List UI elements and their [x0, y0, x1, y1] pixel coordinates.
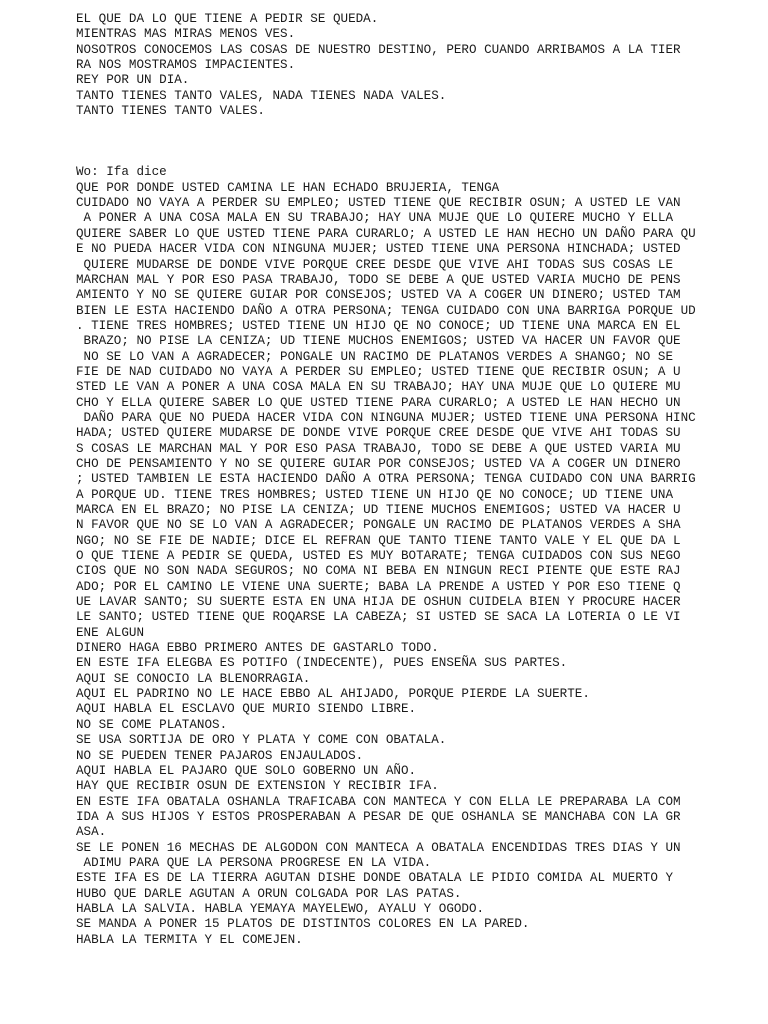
text-line: ENE ALGUN: [76, 625, 145, 640]
text-line: BRAZO; NO PISE LA CENIZA; UD TIENE MUCHOS ENEMIGOS; USTED VA HACER UN FAVOR QUE: [76, 334, 681, 349]
text-line: E NO PUEDA HACER VIDA CON NINGUNA MUJER; USTED TIENE UNA PERSONA HINCHADA; USTED: [76, 242, 681, 257]
text-line: DINERO HAGA EBBO PRIMERO ANTES DE GASTARLO TODO.: [76, 641, 439, 656]
text-line: DAÑO PARA QUE NO PUEDA HACER VIDA CON NINGUNA MUJER; USTED TIENE UNA PERSONA HINC: [76, 410, 696, 425]
text-line: O QUE TIENE A PEDIR SE QUEDA, USTED ES MUY BOTARATE; TENGA CUIDADOS CON SUS NEGO: [76, 549, 681, 564]
ifa-text-block: [76, 165, 756, 948]
text-line: QUIERE SABER LO QUE USTED TIENE PARA CURARLO; A USTED LE HAN HECHO UN DAÑO PARA QU: [76, 226, 696, 241]
text-line: . TIENE TRES HOMBRES; USTED TIENE UN HIJO QE NO CONOCE; UD TIENE UNA MARCA EN EL: [76, 318, 681, 333]
blank-line: [76, 119, 756, 134]
text-line: UE LAVAR SANTO; SU SUERTE ESTA EN UNA HIJA DE OSHUN CUIDELA BIEN Y PROCURE HACER: [76, 595, 681, 610]
text-line: S COSAS LE MARCHAN MAL Y POR ESO PASA TRABAJO, TODO SE DEBE A QUE USTED VARIA MU: [76, 441, 681, 456]
text-line: QUIERE MUDARSE DE DONDE VIVE PORQUE CREE DESDE QUE VIVE AHI TODAS SUS COSAS LE: [76, 257, 674, 272]
text-line: SE MANDA A PONER 15 PLATOS DE DISTINTOS COLORES EN LA PARED.: [76, 917, 530, 932]
text-line: AMIENTO Y NO SE QUIERE GUIAR POR CONSEJOS; USTED VA A COGER UN DINERO; USTED TAM: [76, 288, 681, 303]
text-line: CUIDADO NO VAYA A PERDER SU EMPLEO; USTED TIENE QUE RECIBIR OSUN; A USTED LE VAN: [76, 196, 681, 211]
text-line: ASA.: [76, 825, 107, 840]
text-line: BIEN LE ESTA HACIENDO DAÑO A OTRA PERSONA; TENGA CUIDADO CON UNA BARRIGA PORQUE UD: [76, 303, 696, 318]
blank-line: [76, 150, 756, 165]
text-line: HUBO QUE DARLE AGUTAN A ORUN COLGADA POR LAS PATAS.: [76, 886, 462, 901]
text-line: ADIMU PARA QUE LA PERSONA PROGRESE EN LA VIDA.: [76, 855, 432, 870]
text-line: ADO; POR EL CAMINO LE VIENE UNA SUERTE; BABA LA PRENDE A USTED Y POR ESO TIENE Q: [76, 579, 681, 594]
text-line: Wo: Ifa dice: [76, 165, 167, 180]
text-line: ; USTED TAMBIEN LE ESTA HACIENDO DAÑO A OTRA PERSONA; TENGA CUIDADO CON UNA BARRIG: [76, 472, 696, 487]
proverb-line: NOSOTROS CONOCEMOS LAS COSAS DE NUESTRO DESTINO, PERO CUANDO ARRIBAMOS A LA TIER: [76, 42, 681, 57]
text-line: HABLA LA TERMITA Y EL COMEJEN.: [76, 932, 303, 947]
proverb-line: RA NOS MOSTRAMOS IMPACIENTES.: [76, 58, 296, 73]
text-line: EN ESTE IFA ELEGBA ES POTIFO (INDECENTE), PUES ENSEÑA SUS PARTES.: [76, 656, 568, 671]
proverb-line: TANTO TIENES TANTO VALES.: [76, 104, 265, 119]
text-line: AQUI HABLA EL ESCLAVO QUE MURIO SIENDO LIBRE.: [76, 702, 417, 717]
text-line: STED LE VAN A PONER A UNA COSA MALA EN SU TRABAJO; HAY UNA MUJE QUE LO QUIERE MU: [76, 380, 681, 395]
text-line: FIE DE NAD CUIDADO NO VAYA A PERDER SU EMPLEO; USTED TIENE QUE RECIBIR OSUN; A U: [76, 364, 681, 379]
text-line: N FAVOR QUE NO SE LO VAN A AGRADECER; PONGALE UN RACIMO DE PLATANOS VERDES A SHA: [76, 518, 681, 533]
text-line: ESTE IFA ES DE LA TIERRA AGUTAN DISHE DONDE OBATALA LE PIDIO COMIDA AL MUERTO Y: [76, 871, 674, 886]
text-line: SE LE PONEN 16 MECHAS DE ALGODON CON MANTECA A OBATALA ENCENDIDAS TRES DIAS Y UN: [76, 840, 681, 855]
text-line: NO SE COME PLATANOS.: [76, 717, 228, 732]
text-line: CHO DE PENSAMIENTO Y NO SE QUIERE GUIAR POR CONSEJOS; USTED VA A COGER UN DINERO: [76, 456, 681, 471]
text-line: CHO Y ELLA QUIERE SABER LO QUE USTED TIENE PARA CURARLO; A USTED LE HAN HECHO UN: [76, 395, 681, 410]
text-line: HABLA LA SALVIA. HABLA YEMAYA MAYELEWO, AYALU Y OGODO.: [76, 901, 485, 916]
proverb-line: REY POR UN DIA.: [76, 73, 190, 88]
text-line: A PONER A UNA COSA MALA EN SU TRABAJO; HAY UNA MUJE QUE LO QUIERE MUCHO Y ELLA: [76, 211, 674, 226]
text-line: QUE POR DONDE USTED CAMINA LE HAN ECHADO BRUJERIA, TENGA: [76, 180, 500, 195]
text-line: AQUI EL PADRINO NO LE HACE EBBO AL AHIJADO, PORQUE PIERDE LA SUERTE.: [76, 687, 590, 702]
text-line: LE SANTO; USTED TIENE QUE ROQARSE LA CABEZA; SI USTED SE SACA LA LOTERIA O LE VI: [76, 610, 681, 625]
proverbs-block: [76, 12, 756, 119]
text-line: CIOS QUE NO SON NADA SEGUROS; NO COMA NI BEBA EN NINGUN RECI PIENTE QUE ESTE RAJ: [76, 564, 681, 579]
text-line: NGO; NO SE FIE DE NADIE; DICE EL REFRAN QUE TANTO TIENE TANTO VALE Y EL QUE DA L: [76, 533, 681, 548]
text-line: EN ESTE IFA OBATALA OSHANLA TRAFICABA CON MANTECA Y CON ELLA LE PREPARABA LA COM: [76, 794, 681, 809]
text-line: MARCHAN MAL Y POR ESO PASA TRABAJO, TODO SE DEBE A QUE USTED VARIA MUCHO DE PENS: [76, 272, 681, 287]
text-line: HADA; USTED QUIERE MUDARSE DE DONDE VIVE PORQUE CREE DESDE QUE VIVE AHI TODAS SU: [76, 426, 681, 441]
text-line: IDA A SUS HIJOS Y ESTOS PROSPERABAN A PESAR DE QUE OSHANLA SE MANCHABA CON LA GR: [76, 809, 681, 824]
document-page: [76, 12, 756, 948]
text-line: SE USA SORTIJA DE ORO Y PLATA Y COME CON OBATALA.: [76, 733, 447, 748]
proverb-line: EL QUE DA LO QUE TIENE A PEDIR SE QUEDA.: [76, 12, 379, 26]
text-line: A PORQUE UD. TIENE TRES HOMBRES; USTED TIENE UN HIJO QE NO CONOCE; UD TIENE UNA: [76, 487, 674, 502]
text-line: AQUI SE CONOCIO LA BLENORRAGIA.: [76, 671, 311, 686]
blank-line: [76, 135, 756, 150]
text-line: NO SE LO VAN A AGRADECER; PONGALE UN RACIMO DE PLATANOS VERDES A SHANGO; NO SE: [76, 349, 674, 364]
proverb-line: MIENTRAS MAS MIRAS MENOS VES.: [76, 27, 296, 42]
proverb-line: TANTO TIENES TANTO VALES, NADA TIENES NADA VALES.: [76, 88, 447, 103]
text-line: HAY QUE RECIBIR OSUN DE EXTENSION Y RECIBIR IFA.: [76, 779, 439, 794]
text-line: MARCA EN EL BRAZO; NO PISE LA CENIZA; UD TIENE MUCHOS ENEMIGOS; USTED VA HACER U: [76, 503, 681, 517]
text-line: AQUI HABLA EL PAJARO QUE SOLO GOBERNO UN AÑO.: [76, 763, 417, 778]
text-line: NO SE PUEDEN TENER PAJAROS ENJAULADOS.: [76, 748, 364, 763]
